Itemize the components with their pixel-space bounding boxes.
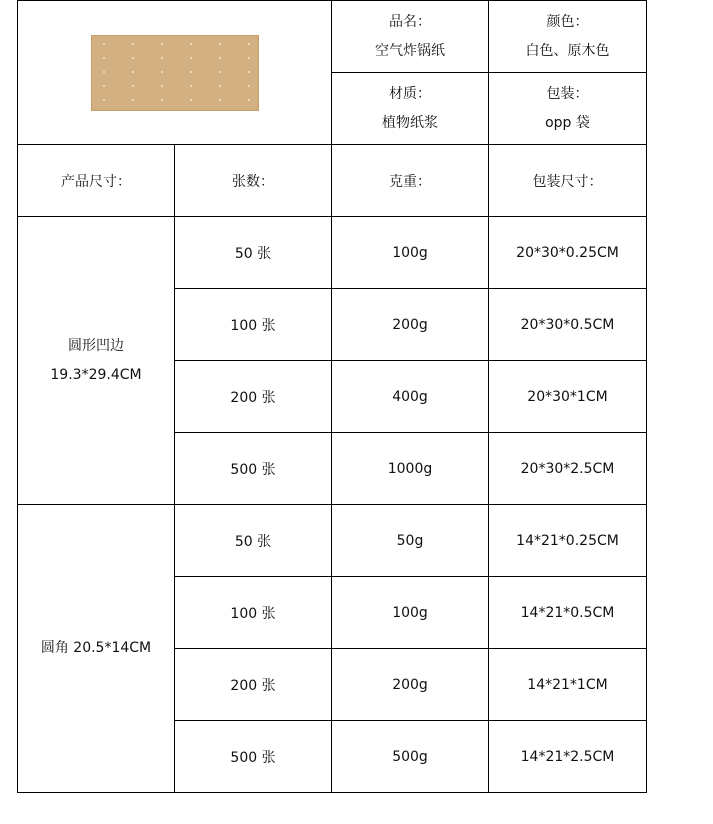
perforation-dot	[219, 43, 221, 45]
name-value: 空气炸锅纸	[375, 42, 445, 59]
weight-cell: 200g	[332, 649, 489, 721]
pack-cell: 14*21*0.25CM	[489, 505, 647, 577]
perforation-dot	[248, 43, 250, 45]
weight-cell: 400g	[332, 361, 489, 433]
pack-cell: 20*30*0.25CM	[489, 217, 647, 289]
material-label: 材质：	[389, 85, 431, 102]
perforation-dot	[190, 57, 192, 59]
package-value: opp 袋	[545, 114, 590, 131]
perforation-dot	[161, 85, 163, 87]
package-cell	[489, 73, 647, 145]
perforation-dot	[219, 71, 221, 73]
pack-cell: 20*30*2.5CM	[489, 433, 647, 505]
pack-cell: 20*30*0.5CM	[489, 289, 647, 361]
count-cell: 50 张	[175, 505, 332, 577]
spec-table	[17, 0, 647, 793]
perforation-dot	[219, 85, 221, 87]
name-cell	[332, 1, 489, 73]
group-2-size-line1: 圆角 20.5*14CM	[40, 640, 152, 656]
perforation-dot	[103, 71, 105, 73]
pack-cell: 20*30*1CM	[489, 361, 647, 433]
weight-cell: 1000g	[332, 433, 489, 505]
perforation-dot	[132, 57, 134, 59]
pack-cell: 14*21*0.5CM	[489, 577, 647, 649]
perforation-dot	[248, 57, 250, 59]
perforation-dot	[161, 43, 163, 45]
header-pack-size: 包装尺寸：	[489, 145, 647, 217]
pack-cell: 14*21*1CM	[489, 649, 647, 721]
perforation-dot	[190, 43, 192, 45]
perforation-dot	[103, 57, 105, 59]
perforation-dot	[190, 85, 192, 87]
group-1-size-line1: 圆形凹边	[68, 337, 124, 354]
perforation-dot	[132, 85, 134, 87]
material-value: 植物纸浆	[382, 114, 438, 131]
package-label: 包装：	[546, 85, 589, 102]
count-cell: 200 张	[175, 361, 332, 433]
perforation-dot	[219, 99, 221, 101]
perforation-dot	[103, 99, 105, 101]
header-size: 产品尺寸：	[18, 145, 175, 217]
perforation-dot	[132, 71, 134, 73]
perforation-dot	[161, 57, 163, 59]
color-value: 白色、原木色	[525, 42, 610, 59]
perforation-dot	[248, 71, 250, 73]
weight-cell: 100g	[332, 217, 489, 289]
header-count: 张数：	[175, 145, 332, 217]
weight-cell: 500g	[332, 721, 489, 793]
perforation-dot	[161, 99, 163, 101]
perforation-dot	[161, 71, 163, 73]
perforation-dot	[103, 85, 105, 87]
pack-cell: 14*21*2.5CM	[489, 721, 647, 793]
perforation-dot	[132, 99, 134, 101]
perforation-dot	[132, 43, 134, 45]
perforation-dot	[190, 99, 192, 101]
group-1-size-line2: 19.3*29.4CM	[50, 366, 142, 383]
perforation-dot	[219, 57, 221, 59]
perforation-dot	[248, 85, 250, 87]
count-cell: 500 张	[175, 433, 332, 505]
count-cell: 500 张	[175, 721, 332, 793]
perforation-dot	[190, 71, 192, 73]
color-label: 颜色：	[546, 13, 589, 30]
name-label: 品名：	[389, 13, 431, 30]
count-cell: 50 张	[175, 217, 332, 289]
air-fryer-paper-image	[91, 35, 259, 111]
material-cell	[332, 73, 489, 145]
weight-cell: 50g	[332, 505, 489, 577]
product-image-cell	[18, 1, 332, 145]
group-2-size	[18, 505, 175, 793]
color-cell	[489, 1, 647, 73]
weight-cell: 100g	[332, 577, 489, 649]
count-cell: 100 张	[175, 577, 332, 649]
perforation-dot	[103, 43, 105, 45]
weight-cell: 200g	[332, 289, 489, 361]
group-1-size	[18, 217, 175, 505]
count-cell: 100 张	[175, 289, 332, 361]
perforation-dot	[248, 99, 250, 101]
header-weight: 克重：	[332, 145, 489, 217]
count-cell: 200 张	[175, 649, 332, 721]
